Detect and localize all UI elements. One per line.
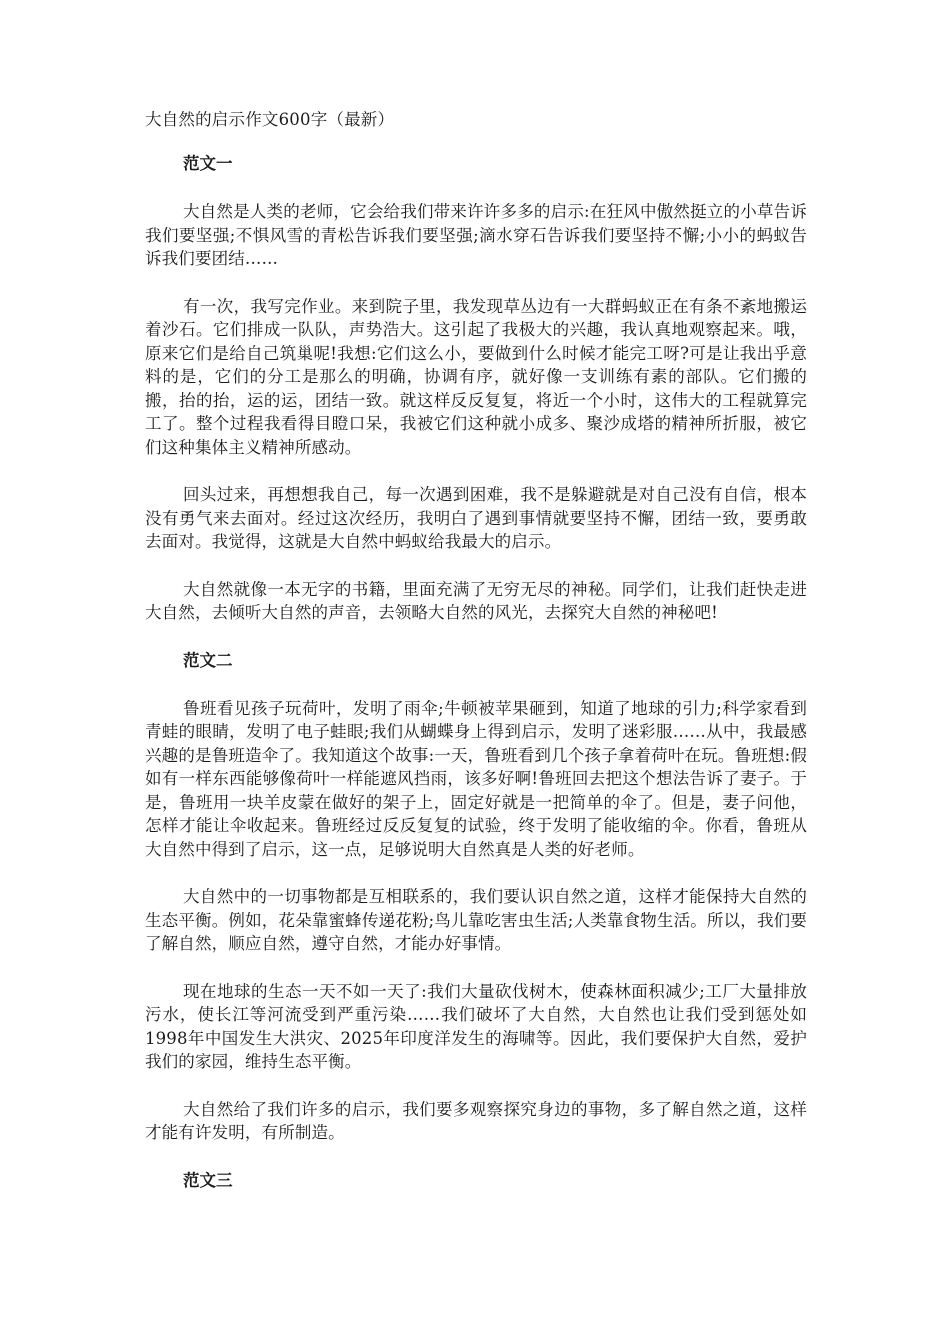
section-heading: 范文一	[183, 154, 233, 173]
document-page	[145, 108, 807, 1217]
paragraph: 鲁班看见孩子玩荷叶，发明了雨伞;牛顿被苹果砸到，知道了地球的引力;科学家看到青蛙的眼睛，发明了电子蛙眼;我们从蝴蝶身上得到启示，发明了迷彩服……从中，我最感兴趣的是鲁班造伞了。我知道这个故事:一天，鲁班看到几个孩子拿着荷叶在玩。鲁班想:假如有一样东西能够像荷叶一样能遮风挡雨，该多好啊!鲁班回去把这个想法告诉了妻子。于是，鲁班用一块羊皮蒙在做好的架子上，固定好就是一把简单的伞了。但是，妻子问他，怎样才能让伞收起来。鲁班经过反反复复的试验，终于发明了能收缩的伞。你看，鲁班从大自然中得到了启示，这一点，足够说明大自然真是人类的好老师。	[145, 698, 807, 859]
section-2	[145, 649, 807, 1145]
paragraph: 大自然就像一本无字的书籍，里面充满了无穷无尽的神秘。同学们，让我们赶快走进大自然，去倾听大自然的声音，去领略大自然的风光，去探究大自然的神秘吧!	[145, 579, 807, 622]
document-title: 大自然的启示作文600字（最新）	[145, 110, 395, 129]
paragraph: 回头过来，再想想我自己，每一次遇到困难，我不是躲避就是对自己没有自信，根本没有勇气来去面对。经过这次经历，我明白了遇到事情就要坚持不懈，团结一致，要勇敢去面对。我觉得，这就是大自然中蚂蚁给我最大的启示。	[145, 485, 807, 551]
paragraph: 现在地球的生态一天不如一天了:我们大量砍伐树木，使森林面积减少;工厂大量排放污水，使长江等河流受到严重污染……我们破坏了大自然，大自然也让我们受到惩处如1998年中国发生大洪灾、2025年印度洋发生的海啸等。因此，我们要保护大自然，爱护我们的家园，维持生态平衡。	[145, 981, 807, 1071]
paragraph: 大自然给了我们许多的启示，我们要多观察探究身边的事物，多了解自然之道，这样才能有许发明，有所制造。	[145, 1099, 807, 1142]
section-1	[145, 152, 807, 625]
paragraph: 大自然是人类的老师，它会给我们带来许许多多的启示:在狂风中傲然挺立的小草告诉我们要坚强;不惧风雪的青松告诉我们要坚强;滴水穿石告诉我们要坚持不懈;小小的蚂蚁告诉我们要团结……	[145, 202, 807, 268]
section-heading: 范文三	[183, 1170, 233, 1190]
paragraph: 大自然中的一切事物都是互相联系的，我们要认识自然之道，这样才能保持大自然的生态平衡。例如，花朵靠蜜蜂传递花粉;鸟儿靠吃害虫生活;人类靠食物生活。所以，我们要了解自然，顺应自然，遵守自然，才能办好事情。	[145, 887, 807, 953]
paragraph: 有一次，我写完作业。来到院子里，我发现草丛边有一大群蚂蚁正在有条不紊地搬运着沙石。它们排成一队队，声势浩大。这引起了我极大的兴趣，我认真地观察起来。哦，原来它们是给自己筑巢呢!我想:它们这么小，要做到什么时候才能完工呀?可是让我出乎意料的是，它们的分工是那么的明确，协调有序，就好像一支训练有素的部队。它们搬的搬，抬的抬，运的运，团结一致。就这样反反复复，将近一个小时，这伟大的工程就算完工了。整个过程我看得目瞪口呆，我被它们这种就小成多、聚沙成塔的精神所折服，被它们这种集体主义精神所感动。	[145, 296, 807, 457]
section-heading: 范文二	[183, 650, 233, 670]
section-3	[145, 1169, 807, 1193]
